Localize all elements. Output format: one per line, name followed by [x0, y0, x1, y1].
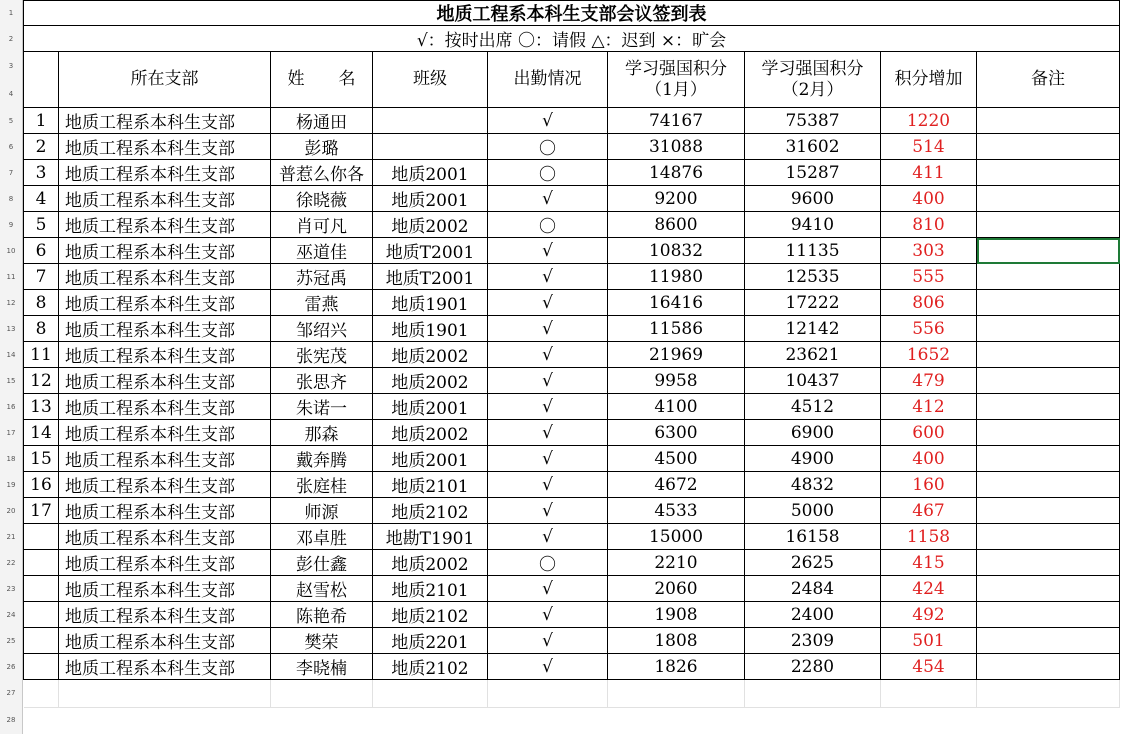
- header-increase[interactable]: 积分增加: [881, 52, 977, 108]
- row-number[interactable]: 13: [0, 316, 23, 342]
- cell-s2[interactable]: 10437: [745, 368, 881, 394]
- cell-name[interactable]: 巫道佳: [271, 238, 373, 264]
- cell-att[interactable]: √: [488, 498, 608, 524]
- cell-note[interactable]: [977, 654, 1120, 680]
- cell-no[interactable]: 2: [24, 134, 59, 160]
- cell-att[interactable]: √: [488, 524, 608, 550]
- cell-name[interactable]: 张庭桂: [271, 472, 373, 498]
- cell-att[interactable]: √: [488, 602, 608, 628]
- cell-note[interactable]: [977, 290, 1120, 316]
- row-number[interactable]: 5: [0, 108, 23, 134]
- cell-note[interactable]: [977, 550, 1120, 576]
- cell-no[interactable]: 15: [24, 446, 59, 472]
- cell-class[interactable]: 地质2101: [373, 576, 488, 602]
- cell-no[interactable]: [24, 628, 59, 654]
- row-number[interactable]: 6: [0, 134, 23, 160]
- cell-inc[interactable]: 400: [881, 446, 977, 472]
- row-number[interactable]: 25: [0, 628, 23, 654]
- cell-class[interactable]: 地质2102: [373, 498, 488, 524]
- cell-s1[interactable]: 2210: [608, 550, 745, 576]
- header-attendance[interactable]: 出勤情况: [488, 52, 608, 108]
- cell-att[interactable]: √: [488, 108, 608, 134]
- cell-s1[interactable]: 11586: [608, 316, 745, 342]
- cell-note[interactable]: [977, 108, 1120, 134]
- header-branch[interactable]: 所在支部: [59, 52, 271, 108]
- cell-s1[interactable]: 74167: [608, 108, 745, 134]
- cell-s2[interactable]: 4832: [745, 472, 881, 498]
- cell-att[interactable]: √: [488, 290, 608, 316]
- cell-note[interactable]: [977, 628, 1120, 654]
- cell-inc[interactable]: 411: [881, 160, 977, 186]
- cell-no[interactable]: 13: [24, 394, 59, 420]
- empty-cell[interactable]: [977, 680, 1120, 708]
- cell-name[interactable]: 赵雪松: [271, 576, 373, 602]
- cell-class[interactable]: 地质T2001: [373, 264, 488, 290]
- row-number[interactable]: 14: [0, 342, 23, 368]
- cell-no[interactable]: [24, 576, 59, 602]
- row-number[interactable]: 22: [0, 550, 23, 576]
- cell-name[interactable]: 肖可凡: [271, 212, 373, 238]
- cell-inc[interactable]: 514: [881, 134, 977, 160]
- cell-note[interactable]: [977, 472, 1120, 498]
- cell-no[interactable]: 3: [24, 160, 59, 186]
- cell-s2[interactable]: 4512: [745, 394, 881, 420]
- cell-note[interactable]: [977, 602, 1120, 628]
- header-score1-line: 学习强国积分: [625, 58, 727, 79]
- cell-inc[interactable]: 501: [881, 628, 977, 654]
- cell-s2[interactable]: 9410: [745, 212, 881, 238]
- cell-note[interactable]: [977, 446, 1120, 472]
- cell-name[interactable]: 朱诺一: [271, 394, 373, 420]
- cell-s1[interactable]: 1808: [608, 628, 745, 654]
- cell-inc[interactable]: 555: [881, 264, 977, 290]
- cell-s2[interactable]: 12142: [745, 316, 881, 342]
- cell-att[interactable]: √: [488, 628, 608, 654]
- cell-no[interactable]: 5: [24, 212, 59, 238]
- header-score2[interactable]: [745, 52, 881, 108]
- cell-note[interactable]: [977, 498, 1120, 524]
- cell-class[interactable]: 地质2001: [373, 186, 488, 212]
- cell-branch[interactable]: 地质工程系本科生支部: [59, 550, 271, 576]
- cell-class[interactable]: 地质2201: [373, 628, 488, 654]
- cell-no[interactable]: 1: [24, 108, 59, 134]
- cell-inc[interactable]: 479: [881, 368, 977, 394]
- header-index[interactable]: [24, 52, 59, 108]
- cell-s2[interactable]: 11135: [745, 238, 881, 264]
- cell-inc[interactable]: 160: [881, 472, 977, 498]
- cell-class[interactable]: 地质2101: [373, 472, 488, 498]
- cell-att[interactable]: √: [488, 186, 608, 212]
- cell-att[interactable]: √: [488, 342, 608, 368]
- cell-note[interactable]: [977, 420, 1120, 446]
- header-score1-line: （1月）: [645, 79, 707, 100]
- cell-name[interactable]: 张宪茂: [271, 342, 373, 368]
- empty-cell[interactable]: [608, 680, 745, 708]
- row-number[interactable]: 17: [0, 420, 23, 446]
- cell-att[interactable]: √: [488, 394, 608, 420]
- cell-inc[interactable]: 556: [881, 316, 977, 342]
- empty-cell[interactable]: [24, 680, 59, 708]
- cell-name[interactable]: 普惹么你各: [271, 160, 373, 186]
- cell-name[interactable]: 戴奔腾: [271, 446, 373, 472]
- cell-branch[interactable]: 地质工程系本科生支部: [59, 394, 271, 420]
- cell-note[interactable]: [977, 576, 1120, 602]
- row-number[interactable]: 26: [0, 654, 23, 680]
- row-number[interactable]: 10: [0, 238, 23, 264]
- cell-s1[interactable]: 11980: [608, 264, 745, 290]
- cell-inc[interactable]: 1158: [881, 524, 977, 550]
- cell-name[interactable]: 李晓楠: [271, 654, 373, 680]
- row-number[interactable]: 4: [0, 80, 23, 108]
- row-number[interactable]: 9: [0, 212, 23, 238]
- row-number[interactable]: 1: [0, 0, 23, 26]
- cell-s1[interactable]: 10832: [608, 238, 745, 264]
- cell-att[interactable]: √: [488, 264, 608, 290]
- cell-branch[interactable]: 地质工程系本科生支部: [59, 602, 271, 628]
- row-number[interactable]: 3: [0, 52, 23, 80]
- cell-s2[interactable]: 2625: [745, 550, 881, 576]
- cell-s2[interactable]: 15287: [745, 160, 881, 186]
- cell-no[interactable]: 8: [24, 290, 59, 316]
- cell-name[interactable]: 彭仕鑫: [271, 550, 373, 576]
- row-number[interactable]: 16: [0, 394, 23, 420]
- cell-att[interactable]: √: [488, 420, 608, 446]
- cell-name[interactable]: 樊荣: [271, 628, 373, 654]
- cell-class[interactable]: 地质2002: [373, 550, 488, 576]
- cell-note[interactable]: [977, 368, 1120, 394]
- row-number[interactable]: 19: [0, 472, 23, 498]
- cell-class[interactable]: 地质1901: [373, 316, 488, 342]
- cell-no[interactable]: 8: [24, 316, 59, 342]
- cell-no[interactable]: [24, 550, 59, 576]
- row-number[interactable]: 7: [0, 160, 23, 186]
- cell-class[interactable]: 地质2002: [373, 212, 488, 238]
- cell-branch[interactable]: 地质工程系本科生支部: [59, 212, 271, 238]
- row-number[interactable]: 2: [0, 26, 23, 52]
- cell-name[interactable]: 张思齐: [271, 368, 373, 394]
- cell-att[interactable]: √: [488, 576, 608, 602]
- cell-class[interactable]: [373, 108, 488, 134]
- cell-s1[interactable]: 4672: [608, 472, 745, 498]
- header-score2-line: 学习强国积分: [761, 58, 864, 79]
- cell-s1[interactable]: 16416: [608, 290, 745, 316]
- row-number[interactable]: 18: [0, 446, 23, 472]
- cell-branch[interactable]: 地质工程系本科生支部: [59, 446, 271, 472]
- empty-cell[interactable]: [881, 680, 977, 708]
- cell-class[interactable]: 地质2002: [373, 420, 488, 446]
- cell-note[interactable]: [977, 186, 1120, 212]
- cell-branch[interactable]: 地质工程系本科生支部: [59, 264, 271, 290]
- cell-inc[interactable]: 454: [881, 654, 977, 680]
- row-number[interactable]: 24: [0, 602, 23, 628]
- cell-branch[interactable]: 地质工程系本科生支部: [59, 654, 271, 680]
- cell-branch[interactable]: 地质工程系本科生支部: [59, 316, 271, 342]
- cell-name[interactable]: 师源: [271, 498, 373, 524]
- cell-no[interactable]: 16: [24, 472, 59, 498]
- cell-branch[interactable]: 地质工程系本科生支部: [59, 420, 271, 446]
- cell-name[interactable]: 雷燕: [271, 290, 373, 316]
- cell-inc[interactable]: 467: [881, 498, 977, 524]
- cell-inc[interactable]: 415: [881, 550, 977, 576]
- cell-branch[interactable]: 地质工程系本科生支部: [59, 290, 271, 316]
- cell-class[interactable]: 地质2102: [373, 654, 488, 680]
- row-number[interactable]: 23: [0, 576, 23, 602]
- cell-branch[interactable]: 地质工程系本科生支部: [59, 576, 271, 602]
- cell-att[interactable]: 〇: [488, 160, 608, 186]
- row-number[interactable]: 12: [0, 290, 23, 316]
- cell-class[interactable]: 地质1901: [373, 290, 488, 316]
- header-note[interactable]: 备注: [977, 52, 1120, 108]
- cell-class[interactable]: 地质2001: [373, 446, 488, 472]
- cell-att[interactable]: √: [488, 654, 608, 680]
- cell-note[interactable]: [977, 524, 1120, 550]
- cell-s2[interactable]: 4900: [745, 446, 881, 472]
- empty-cell[interactable]: [488, 680, 608, 708]
- cell-name[interactable]: 彭璐: [271, 134, 373, 160]
- row-number[interactable]: 20: [0, 498, 23, 524]
- empty-cell[interactable]: [373, 680, 488, 708]
- cell-branch[interactable]: 地质工程系本科生支部: [59, 134, 271, 160]
- cell-branch[interactable]: 地质工程系本科生支部: [59, 108, 271, 134]
- cell-s2[interactable]: 31602: [745, 134, 881, 160]
- cell-s1[interactable]: 14876: [608, 160, 745, 186]
- cell-name[interactable]: 邹绍兴: [271, 316, 373, 342]
- cell-s2[interactable]: 2484: [745, 576, 881, 602]
- cell-s2[interactable]: 75387: [745, 108, 881, 134]
- cell-no[interactable]: 7: [24, 264, 59, 290]
- selected-cell[interactable]: [977, 238, 1120, 264]
- cell-att[interactable]: √: [488, 316, 608, 342]
- cell-s1[interactable]: 2060: [608, 576, 745, 602]
- cell-branch[interactable]: 地质工程系本科生支部: [59, 628, 271, 654]
- cell-s1[interactable]: 1826: [608, 654, 745, 680]
- cell-s1[interactable]: 31088: [608, 134, 745, 160]
- cell-s2[interactable]: 16158: [745, 524, 881, 550]
- cell-name[interactable]: 杨通田: [271, 108, 373, 134]
- cell-class[interactable]: 地质2002: [373, 368, 488, 394]
- empty-cell[interactable]: [271, 680, 373, 708]
- cell-no[interactable]: 6: [24, 238, 59, 264]
- cell-inc[interactable]: 806: [881, 290, 977, 316]
- cell-s2[interactable]: 6900: [745, 420, 881, 446]
- cell-s2[interactable]: 2400: [745, 602, 881, 628]
- cell-no[interactable]: 14: [24, 420, 59, 446]
- header-name[interactable]: 姓 名: [271, 52, 373, 108]
- cell-inc[interactable]: 400: [881, 186, 977, 212]
- cell-att[interactable]: 〇: [488, 212, 608, 238]
- header-class[interactable]: 班级: [373, 52, 488, 108]
- cell-name[interactable]: 那森: [271, 420, 373, 446]
- cell-note[interactable]: [977, 394, 1120, 420]
- cell-no[interactable]: 17: [24, 498, 59, 524]
- cell-inc[interactable]: 1220: [881, 108, 977, 134]
- cell-s2[interactable]: 2309: [745, 628, 881, 654]
- cell-note[interactable]: [977, 316, 1120, 342]
- cell-note[interactable]: [977, 134, 1120, 160]
- cell-inc[interactable]: 810: [881, 212, 977, 238]
- cell-s2[interactable]: 17222: [745, 290, 881, 316]
- empty-cell[interactable]: [745, 680, 881, 708]
- row-number[interactable]: 27: [0, 680, 23, 706]
- cell-class[interactable]: 地质2001: [373, 394, 488, 420]
- header-score2-line: （2月）: [781, 79, 844, 100]
- cell-note[interactable]: [977, 160, 1120, 186]
- cell-s1[interactable]: 4533: [608, 498, 745, 524]
- cell-class[interactable]: 地质2002: [373, 342, 488, 368]
- cell-branch[interactable]: 地质工程系本科生支部: [59, 472, 271, 498]
- sheet-title[interactable]: 地质工程系本科生支部会议签到表: [24, 0, 1120, 26]
- cell-s1[interactable]: 21969: [608, 342, 745, 368]
- cell-branch[interactable]: 地质工程系本科生支部: [59, 498, 271, 524]
- cell-s1[interactable]: 6300: [608, 420, 745, 446]
- row-number[interactable]: 15: [0, 368, 23, 394]
- cell-name[interactable]: 徐晓薇: [271, 186, 373, 212]
- cell-s2[interactable]: 2280: [745, 654, 881, 680]
- cell-class[interactable]: 地质2102: [373, 602, 488, 628]
- cell-class[interactable]: 地质2001: [373, 160, 488, 186]
- cell-att[interactable]: √: [488, 238, 608, 264]
- attendance-legend[interactable]: √：按时出席 〇：请假 △：迟到 ×：旷会: [24, 26, 1120, 52]
- cell-branch[interactable]: 地质工程系本科生支部: [59, 342, 271, 368]
- cell-branch[interactable]: 地质工程系本科生支部: [59, 186, 271, 212]
- cell-s1[interactable]: 4100: [608, 394, 745, 420]
- cell-class[interactable]: [373, 134, 488, 160]
- cell-att[interactable]: √: [488, 368, 608, 394]
- cell-no[interactable]: [24, 654, 59, 680]
- header-score1[interactable]: [608, 52, 745, 108]
- row-number[interactable]: 28: [0, 706, 23, 734]
- cell-att[interactable]: 〇: [488, 550, 608, 576]
- cell-s1[interactable]: 8600: [608, 212, 745, 238]
- cell-name[interactable]: 邓卓胜: [271, 524, 373, 550]
- cell-note[interactable]: [977, 264, 1120, 290]
- cell-name[interactable]: 陈艳希: [271, 602, 373, 628]
- row-number[interactable]: 8: [0, 186, 23, 212]
- cell-no[interactable]: 4: [24, 186, 59, 212]
- cell-inc[interactable]: 600: [881, 420, 977, 446]
- cell-note[interactable]: [977, 212, 1120, 238]
- cell-branch[interactable]: 地质工程系本科生支部: [59, 368, 271, 394]
- cell-s1[interactable]: 15000: [608, 524, 745, 550]
- cell-class[interactable]: 地勘T1901: [373, 524, 488, 550]
- cell-name[interactable]: 苏冠禹: [271, 264, 373, 290]
- cell-s2[interactable]: 5000: [745, 498, 881, 524]
- cell-branch[interactable]: 地质工程系本科生支部: [59, 524, 271, 550]
- cell-no[interactable]: [24, 524, 59, 550]
- cell-s2[interactable]: 23621: [745, 342, 881, 368]
- cell-no[interactable]: 11: [24, 342, 59, 368]
- cell-class[interactable]: 地质T2001: [373, 238, 488, 264]
- cell-s2[interactable]: 9600: [745, 186, 881, 212]
- cell-s1[interactable]: 4500: [608, 446, 745, 472]
- cell-note[interactable]: [977, 342, 1120, 368]
- cell-no[interactable]: [24, 602, 59, 628]
- cell-s2[interactable]: 12535: [745, 264, 881, 290]
- row-number[interactable]: 11: [0, 264, 23, 290]
- cell-branch[interactable]: 地质工程系本科生支部: [59, 238, 271, 264]
- cell-att[interactable]: 〇: [488, 134, 608, 160]
- cell-inc[interactable]: 492: [881, 602, 977, 628]
- cell-no[interactable]: 12: [24, 368, 59, 394]
- cell-s1[interactable]: 9200: [608, 186, 745, 212]
- cell-inc[interactable]: 1652: [881, 342, 977, 368]
- cell-branch[interactable]: 地质工程系本科生支部: [59, 160, 271, 186]
- cell-s1[interactable]: 9958: [608, 368, 745, 394]
- cell-inc[interactable]: 412: [881, 394, 977, 420]
- cell-inc[interactable]: 303: [881, 238, 977, 264]
- cell-att[interactable]: √: [488, 446, 608, 472]
- row-number[interactable]: 21: [0, 524, 23, 550]
- cell-inc[interactable]: 424: [881, 576, 977, 602]
- empty-cell[interactable]: [59, 680, 271, 708]
- cell-s1[interactable]: 1908: [608, 602, 745, 628]
- cell-att[interactable]: √: [488, 472, 608, 498]
